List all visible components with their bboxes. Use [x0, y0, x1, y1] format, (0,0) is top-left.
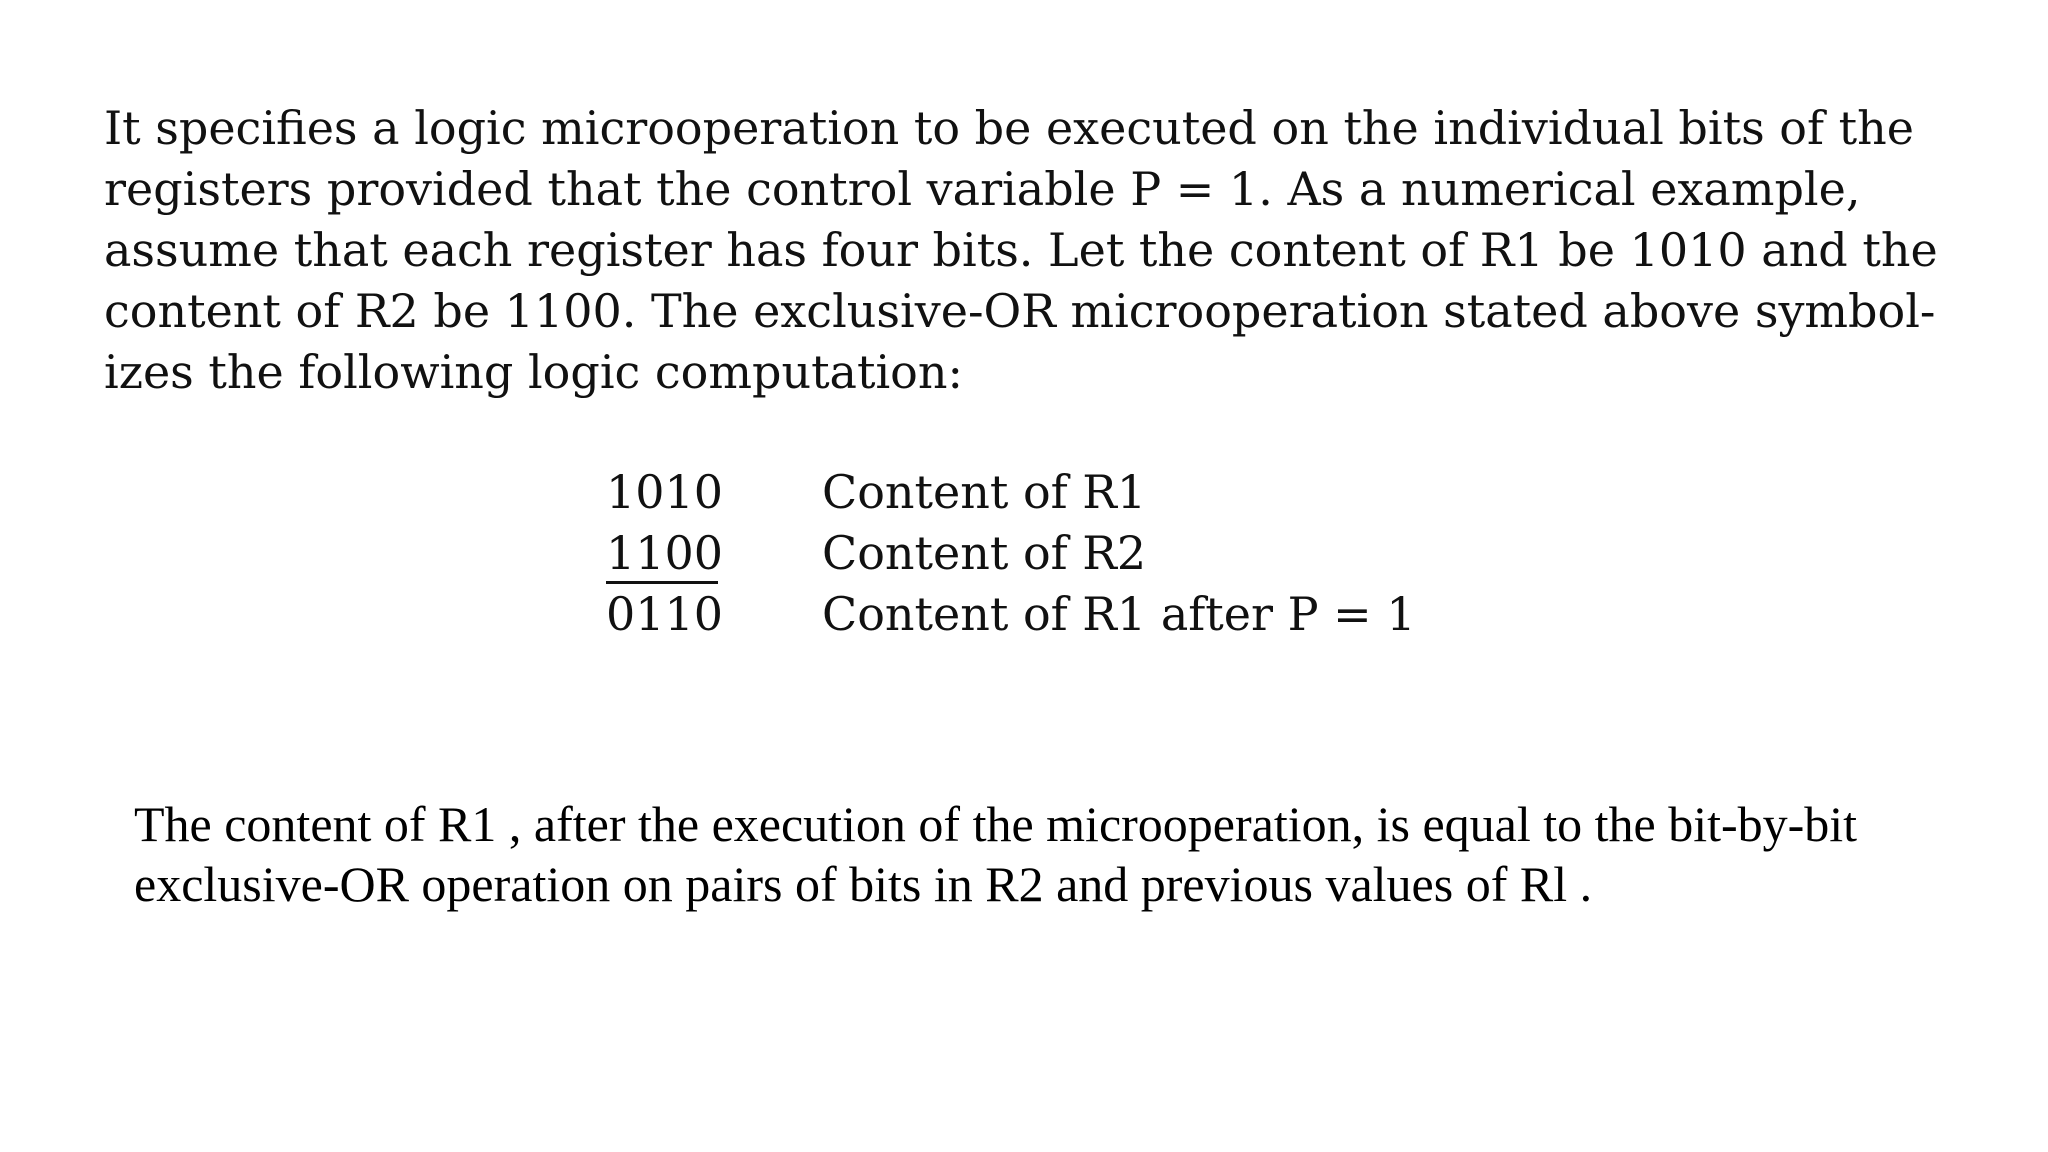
result-description: Content of R1 after P = 1 — [822, 587, 1416, 641]
paragraph-line: registers provided that the control variable P = 1. As a numerical example, — [104, 162, 1861, 216]
scanned-text-paragraph — [104, 98, 1964, 403]
computation-row-r1 — [606, 462, 1416, 523]
r2-bits: 1100 — [606, 523, 718, 584]
note-line: exclusive-OR operation on pairs of bits in R2 and previous values of Rl . — [134, 856, 1593, 912]
r2-description: Content of R2 — [822, 526, 1147, 580]
r1-bits: 1010 — [606, 465, 724, 519]
computation-row-r2 — [606, 523, 1416, 584]
computation-row-result — [606, 584, 1416, 645]
paragraph-line: content of R2 be 1100. The exclusive-OR microoperation stated above symbol- — [104, 284, 1936, 338]
paragraph-line: izes the following logic computation: — [104, 345, 963, 399]
note-line: The content of R1 , after the execution of the microoperation, is equal to the bit-by-bit — [134, 796, 1858, 852]
explanation-note — [134, 794, 1994, 914]
paragraph-line: It specifies a logic microoperation to be executed on the individual bits of the — [104, 101, 1914, 155]
xor-computation-table — [606, 462, 1416, 645]
r1-description: Content of R1 — [822, 465, 1147, 519]
result-bits: 0110 — [606, 587, 724, 641]
paragraph-line: assume that each register has four bits. Let the content of R1 be 1010 and the — [104, 223, 1938, 277]
